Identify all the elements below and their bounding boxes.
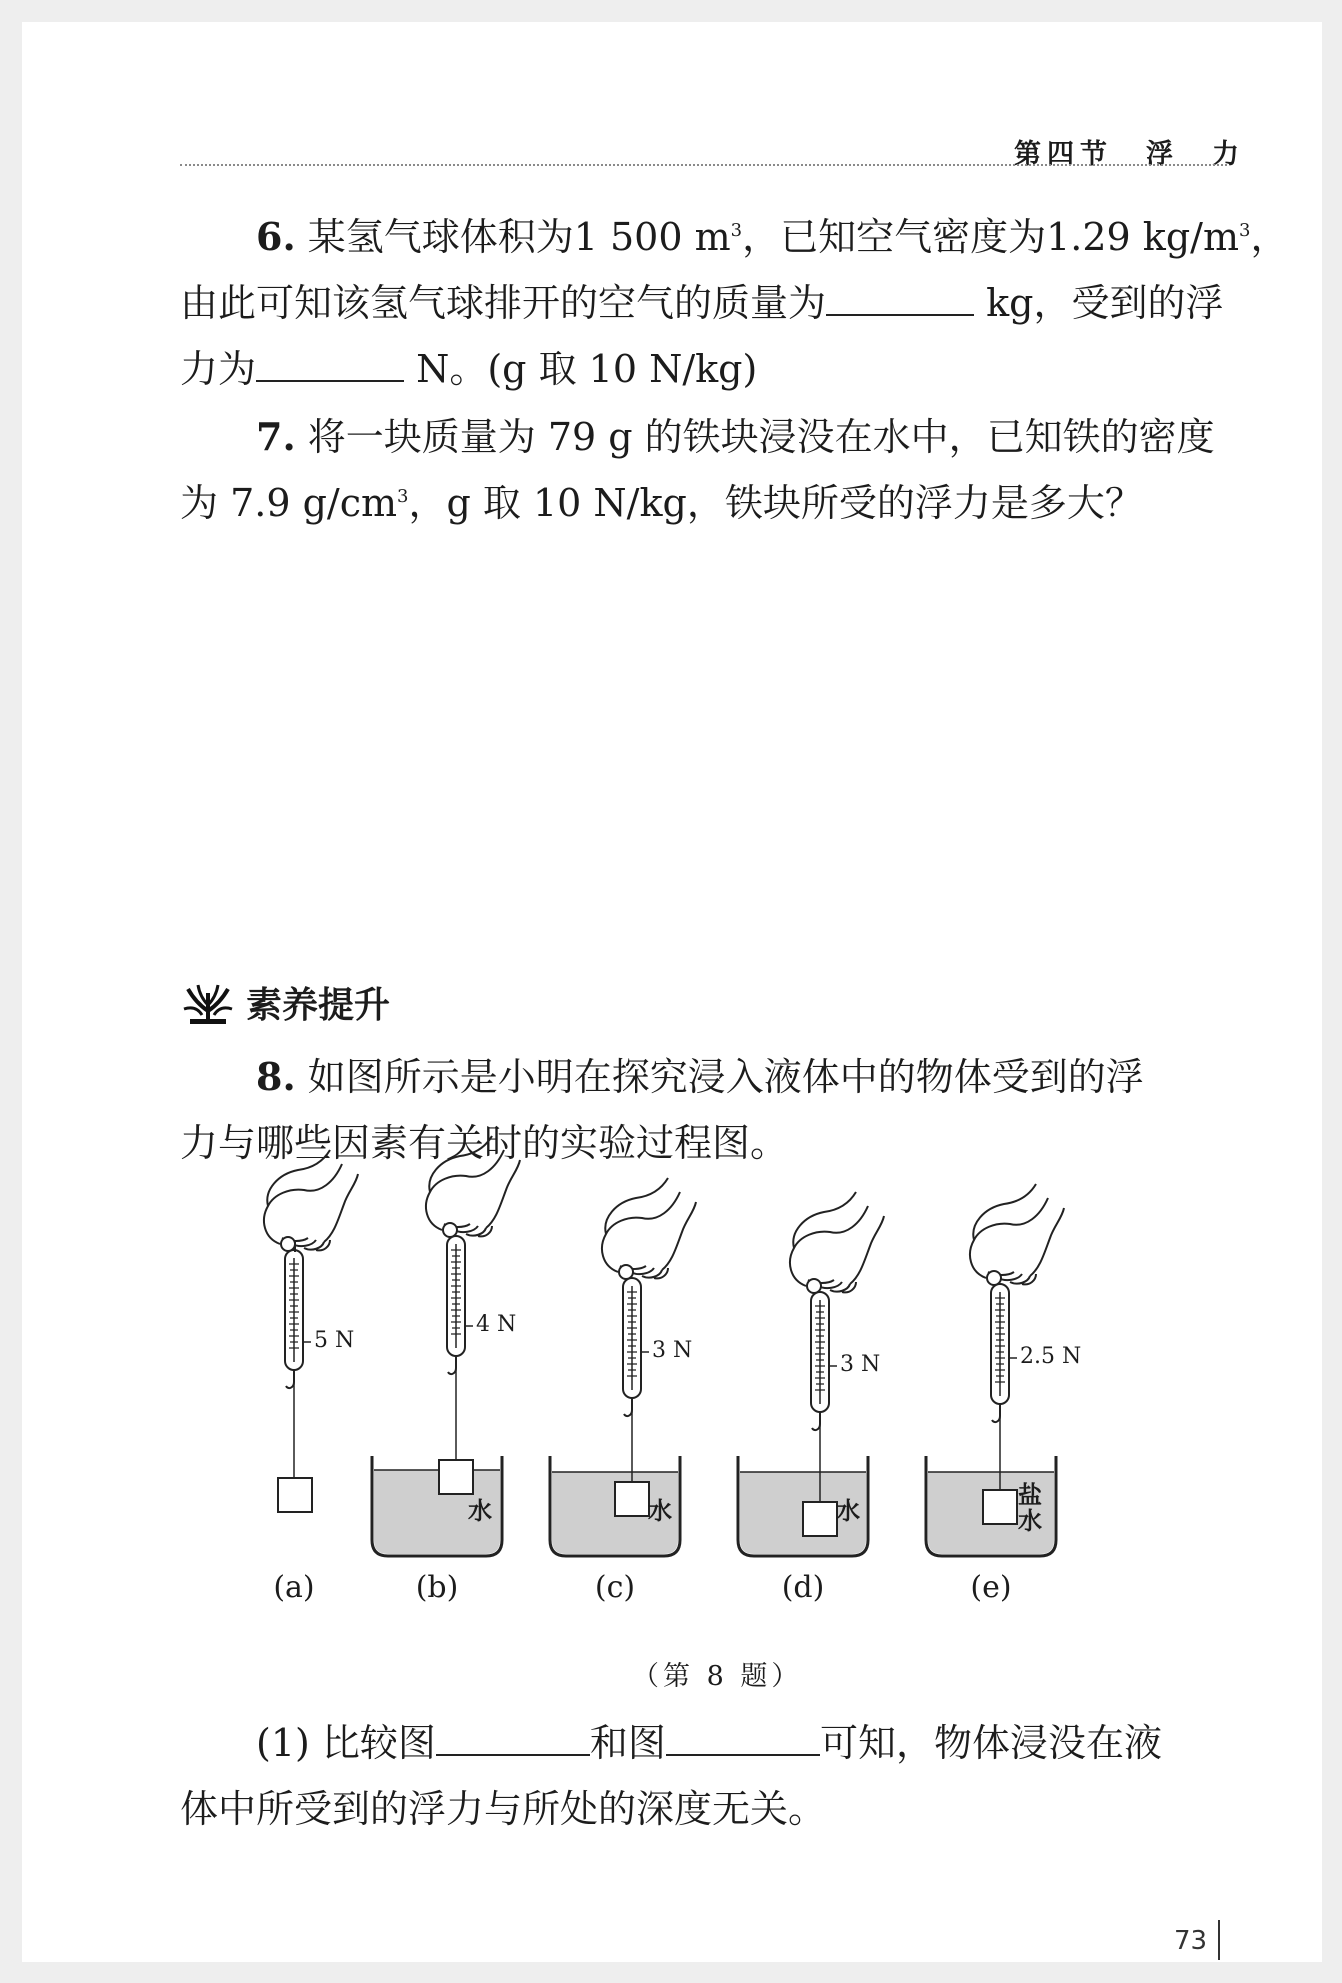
- panel-e-reading: 2.5 N: [1020, 1344, 1082, 1369]
- panel-e-liquid: 盐 水: [1018, 1481, 1042, 1535]
- question-7-number: 7.: [256, 414, 296, 459]
- question-6-text: 由此可知该氢气球排开的空气的质量为: [180, 281, 827, 325]
- superscript: 3: [730, 220, 743, 241]
- question-8-sub-1-text: 可知，物体浸没在液: [819, 1721, 1162, 1765]
- section-header-title: 第四节 浮 力: [1014, 139, 1245, 170]
- panel-a-label: (a): [273, 1570, 315, 1605]
- panel-b-liquid: 水: [468, 1497, 492, 1525]
- panel-d-liquid: 水: [836, 1497, 860, 1525]
- panel-e-label: (e): [970, 1570, 1012, 1605]
- panel-c-liquid: 水: [648, 1497, 672, 1525]
- question-6-text: 力为: [180, 347, 257, 391]
- panel-a-reading: 5 N: [314, 1328, 355, 1353]
- question-6-text: kg，受到的浮: [974, 281, 1224, 325]
- panel-c-label: (c): [594, 1570, 636, 1605]
- figure-caption: （第 8 题）: [632, 1661, 803, 1692]
- page-number: 73: [1174, 1926, 1208, 1956]
- panel-c-apparatus: [550, 1178, 696, 1556]
- question-6-text: N。(g 取 10 N/kg): [404, 347, 758, 391]
- question-8-text: 如图所示是小明在探究浸入液体中的物体受到的浮: [295, 1055, 1144, 1099]
- question-8-sub-1-text: 体中所受到的浮力与所处的深度无关。: [180, 1787, 827, 1831]
- question-6-text: 某氢气球体积为1 500 m: [295, 215, 731, 259]
- question-6-text: ，: [1250, 215, 1289, 259]
- question-8-number: 8.: [256, 1054, 296, 1099]
- panel-b-label: (b): [415, 1570, 459, 1605]
- page-number-bar: [1218, 1920, 1220, 1960]
- question-7-text: 将一块质量为 79 g 的铁块浸没在水中，已知铁的密度: [295, 415, 1215, 459]
- question-8-sub-1-text: 和图: [589, 1721, 666, 1765]
- section-title: 素养提升: [246, 985, 391, 1026]
- panel-c-reading: 3 N: [652, 1338, 693, 1363]
- question-8-sub-1-line-2: [180, 1776, 1230, 1842]
- experiment-figure: [22, 22, 1322, 1642]
- page: [22, 22, 1322, 1962]
- answer-blank-figure-1[interactable]: [436, 1714, 590, 1756]
- question-8-sub-1-text: (1) 比较图: [256, 1721, 436, 1765]
- superscript: 3: [397, 486, 409, 507]
- panel-d-reading: 3 N: [840, 1352, 881, 1377]
- panel-b-apparatus: [372, 1136, 520, 1556]
- question-7-text: 为 7.9 g/cm: [180, 481, 398, 525]
- question-8-text: 力与哪些因素有关时的实验过程图。: [180, 1121, 789, 1165]
- panel-b-reading: 4 N: [476, 1312, 517, 1337]
- answer-blank-figure-2[interactable]: [666, 1714, 820, 1756]
- panel-d-label: (d): [781, 1570, 825, 1605]
- question-7-text: ，g 取 10 N/kg，铁块所受的浮力是多大？: [408, 481, 1143, 525]
- question-6-text: ，已知空气密度为1.29 kg/m: [742, 215, 1239, 259]
- superscript: 3: [1239, 220, 1251, 241]
- question-8-sub-1-line-1: [180, 1710, 1230, 1776]
- question-6-number: 6.: [256, 214, 296, 259]
